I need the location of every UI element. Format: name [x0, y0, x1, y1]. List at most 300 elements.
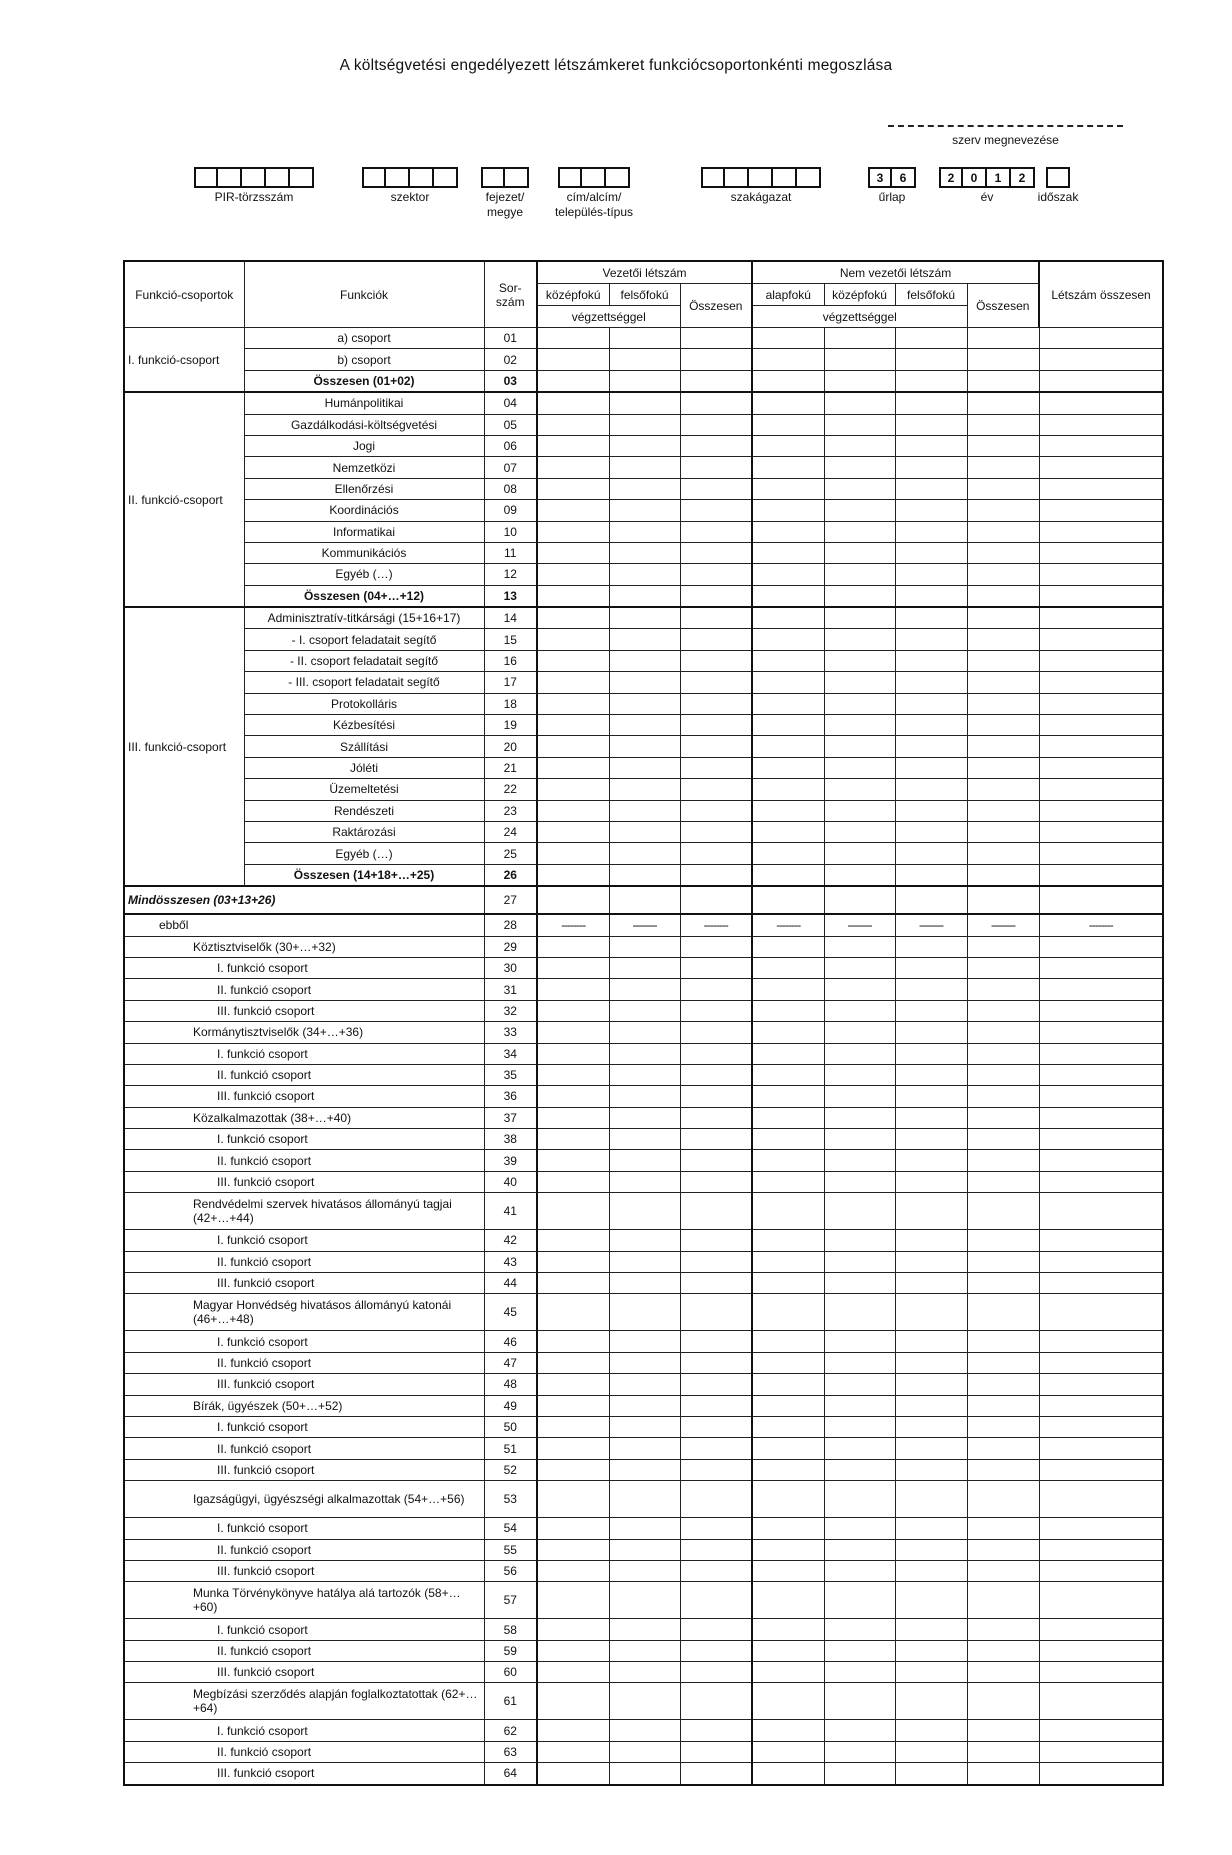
value-cell[interactable]: [895, 693, 967, 714]
value-cell[interactable]: [680, 392, 752, 414]
value-cell[interactable]: [752, 736, 824, 757]
value-cell[interactable]: [752, 1582, 824, 1619]
value-cell[interactable]: [1039, 435, 1163, 456]
value-cell[interactable]: [895, 1193, 967, 1230]
value-cell[interactable]: [537, 1022, 609, 1043]
value-cell[interactable]: [609, 585, 680, 607]
value-cell[interactable]: [824, 349, 895, 370]
value-cell[interactable]: [967, 757, 1039, 778]
value-cell[interactable]: [967, 864, 1039, 886]
value-cell[interactable]: [609, 1560, 680, 1581]
value-cell[interactable]: [824, 629, 895, 650]
value-cell[interactable]: [537, 457, 609, 478]
value-cell[interactable]: [895, 349, 967, 370]
value-cell[interactable]: [752, 542, 824, 563]
value-cell[interactable]: [824, 435, 895, 456]
value-cell[interactable]: [752, 715, 824, 736]
value-cell[interactable]: [609, 1251, 680, 1272]
value-cell[interactable]: [537, 1619, 609, 1640]
value-cell[interactable]: [895, 521, 967, 542]
value-cell[interactable]: [609, 1683, 680, 1720]
value-cell[interactable]: [967, 1438, 1039, 1459]
value-cell[interactable]: [895, 1352, 967, 1373]
value-cell[interactable]: [824, 757, 895, 778]
value-cell[interactable]: [752, 1294, 824, 1331]
value-cell[interactable]: [895, 1150, 967, 1171]
value-cell[interactable]: [967, 1741, 1039, 1762]
value-cell[interactable]: [680, 1481, 752, 1518]
value-cell[interactable]: [609, 629, 680, 650]
value-cell[interactable]: [680, 1683, 752, 1720]
value-cell[interactable]: [895, 757, 967, 778]
value-cell[interactable]: [752, 1251, 824, 1272]
value-cell[interactable]: [609, 757, 680, 778]
value-cell[interactable]: [1039, 521, 1163, 542]
value-cell[interactable]: [895, 1582, 967, 1619]
value-cell[interactable]: [824, 979, 895, 1000]
value-cell[interactable]: [752, 1064, 824, 1085]
value-cell[interactable]: [967, 629, 1039, 650]
value-cell[interactable]: [680, 864, 752, 886]
value-cell[interactable]: [752, 821, 824, 842]
value-cell[interactable]: [1039, 1352, 1163, 1373]
value-cell[interactable]: [609, 736, 680, 757]
value-cell[interactable]: [824, 693, 895, 714]
value-cell[interactable]: [895, 779, 967, 800]
value-cell[interactable]: [609, 1331, 680, 1352]
value-cell[interactable]: [752, 672, 824, 693]
value-cell[interactable]: [752, 1000, 824, 1021]
value-cell[interactable]: [752, 1539, 824, 1560]
value-cell[interactable]: [967, 1064, 1039, 1085]
value-cell[interactable]: [967, 1193, 1039, 1230]
value-cell[interactable]: [1039, 1107, 1163, 1128]
value-cell[interactable]: [680, 1171, 752, 1192]
value-cell[interactable]: [537, 1560, 609, 1581]
code-digit-box[interactable]: [725, 167, 749, 188]
value-cell[interactable]: [752, 1150, 824, 1171]
value-cell[interactable]: [824, 886, 895, 914]
value-cell[interactable]: [895, 672, 967, 693]
value-cell[interactable]: [967, 457, 1039, 478]
value-cell[interactable]: [824, 370, 895, 392]
value-cell[interactable]: [967, 936, 1039, 957]
code-digit-box[interactable]: [266, 167, 290, 188]
value-cell[interactable]: [680, 672, 752, 693]
value-cell[interactable]: [537, 1438, 609, 1459]
value-cell[interactable]: [1039, 414, 1163, 435]
value-cell[interactable]: [609, 1619, 680, 1640]
value-cell[interactable]: [537, 1763, 609, 1785]
value-cell[interactable]: [895, 979, 967, 1000]
value-cell[interactable]: [680, 607, 752, 629]
value-cell[interactable]: [1039, 1064, 1163, 1085]
value-cell[interactable]: [967, 1459, 1039, 1480]
value-cell[interactable]: [609, 457, 680, 478]
value-cell[interactable]: [609, 1416, 680, 1437]
value-cell[interactable]: [967, 1416, 1039, 1437]
value-cell[interactable]: [895, 328, 967, 349]
value-cell[interactable]: [967, 1619, 1039, 1640]
value-cell[interactable]: [967, 1640, 1039, 1661]
value-cell[interactable]: [680, 370, 752, 392]
code-digit-box[interactable]: [701, 167, 725, 188]
value-cell[interactable]: [824, 1395, 895, 1416]
value-cell[interactable]: [1039, 650, 1163, 671]
value-cell[interactable]: [1039, 607, 1163, 629]
value-cell[interactable]: [967, 1230, 1039, 1251]
value-cell[interactable]: [752, 979, 824, 1000]
value-cell[interactable]: [680, 1662, 752, 1683]
value-cell[interactable]: [824, 1230, 895, 1251]
value-cell[interactable]: [609, 349, 680, 370]
value-cell[interactable]: [1039, 736, 1163, 757]
value-cell[interactable]: [967, 1763, 1039, 1785]
value-cell[interactable]: [1039, 542, 1163, 563]
value-cell[interactable]: [680, 979, 752, 1000]
value-cell[interactable]: [967, 328, 1039, 349]
value-cell[interactable]: [895, 1619, 967, 1640]
value-cell[interactable]: [609, 1374, 680, 1395]
value-cell[interactable]: [824, 957, 895, 978]
value-cell[interactable]: [824, 1560, 895, 1581]
value-cell[interactable]: [752, 328, 824, 349]
value-cell[interactable]: [609, 542, 680, 563]
value-cell[interactable]: [609, 370, 680, 392]
value-cell[interactable]: [752, 1416, 824, 1437]
value-cell[interactable]: [1039, 564, 1163, 585]
value-cell[interactable]: [680, 1331, 752, 1352]
value-cell[interactable]: [824, 500, 895, 521]
value-cell[interactable]: [1039, 957, 1163, 978]
value-cell[interactable]: [537, 957, 609, 978]
value-cell[interactable]: [895, 1560, 967, 1581]
value-cell[interactable]: [824, 650, 895, 671]
value-cell[interactable]: [537, 1416, 609, 1437]
value-cell[interactable]: [752, 1640, 824, 1661]
value-cell[interactable]: [967, 650, 1039, 671]
value-cell[interactable]: [895, 392, 967, 414]
value-cell[interactable]: [1039, 672, 1163, 693]
value-cell[interactable]: [967, 1518, 1039, 1539]
value-cell[interactable]: [752, 370, 824, 392]
value-cell[interactable]: [609, 1230, 680, 1251]
value-cell[interactable]: [895, 1230, 967, 1251]
value-cell[interactable]: [895, 1294, 967, 1331]
value-cell[interactable]: [895, 414, 967, 435]
value-cell[interactable]: [680, 1294, 752, 1331]
value-cell[interactable]: [537, 1086, 609, 1107]
value-cell[interactable]: [967, 1662, 1039, 1683]
value-cell[interactable]: [609, 886, 680, 914]
value-cell[interactable]: [967, 800, 1039, 821]
value-cell[interactable]: [537, 478, 609, 499]
value-cell[interactable]: [752, 392, 824, 414]
value-cell[interactable]: [824, 1331, 895, 1352]
value-cell[interactable]: [537, 1459, 609, 1480]
value-cell[interactable]: [824, 1352, 895, 1373]
value-cell[interactable]: [895, 1416, 967, 1437]
value-cell[interactable]: [609, 392, 680, 414]
value-cell[interactable]: [967, 478, 1039, 499]
value-cell[interactable]: [537, 779, 609, 800]
value-cell[interactable]: [752, 1481, 824, 1518]
value-cell[interactable]: [967, 843, 1039, 864]
value-cell[interactable]: [824, 1374, 895, 1395]
value-cell[interactable]: [752, 1374, 824, 1395]
value-cell[interactable]: [752, 1273, 824, 1294]
value-cell[interactable]: [895, 821, 967, 842]
value-cell[interactable]: [967, 1374, 1039, 1395]
value-cell[interactable]: [537, 650, 609, 671]
value-cell[interactable]: [537, 542, 609, 563]
value-cell[interactable]: [680, 1086, 752, 1107]
value-cell[interactable]: [609, 979, 680, 1000]
value-cell[interactable]: [967, 1331, 1039, 1352]
value-cell[interactable]: [609, 607, 680, 629]
value-cell[interactable]: [824, 936, 895, 957]
value-cell[interactable]: [609, 1171, 680, 1192]
value-cell[interactable]: [537, 1539, 609, 1560]
value-cell[interactable]: [824, 1741, 895, 1762]
code-digit-box[interactable]: [290, 167, 314, 188]
value-cell[interactable]: [609, 1150, 680, 1171]
value-cell[interactable]: [609, 1043, 680, 1064]
value-cell[interactable]: [895, 1662, 967, 1683]
value-cell[interactable]: [680, 886, 752, 914]
value-cell[interactable]: [895, 1331, 967, 1352]
value-cell[interactable]: [537, 1741, 609, 1762]
value-cell[interactable]: [895, 1518, 967, 1539]
value-cell[interactable]: [967, 1129, 1039, 1150]
value-cell[interactable]: [967, 521, 1039, 542]
value-cell[interactable]: [824, 414, 895, 435]
value-cell[interactable]: [967, 500, 1039, 521]
value-cell[interactable]: [967, 349, 1039, 370]
code-digit-box[interactable]: 2: [1011, 167, 1035, 188]
value-cell[interactable]: [752, 936, 824, 957]
value-cell[interactable]: [824, 1662, 895, 1683]
value-cell[interactable]: [1039, 936, 1163, 957]
value-cell[interactable]: [680, 1230, 752, 1251]
value-cell[interactable]: [824, 607, 895, 629]
value-cell[interactable]: [609, 1741, 680, 1762]
value-cell[interactable]: [609, 1129, 680, 1150]
value-cell[interactable]: [609, 564, 680, 585]
value-cell[interactable]: [752, 1560, 824, 1581]
value-cell[interactable]: [895, 1539, 967, 1560]
value-cell[interactable]: [537, 736, 609, 757]
value-cell[interactable]: [895, 1395, 967, 1416]
value-cell[interactable]: [680, 1560, 752, 1581]
value-cell[interactable]: [680, 1395, 752, 1416]
value-cell[interactable]: [609, 1064, 680, 1085]
value-cell[interactable]: [1039, 1193, 1163, 1230]
value-cell[interactable]: [1039, 979, 1163, 1000]
value-cell[interactable]: [537, 1129, 609, 1150]
value-cell[interactable]: [680, 629, 752, 650]
value-cell[interactable]: [752, 779, 824, 800]
value-cell[interactable]: [537, 715, 609, 736]
value-cell[interactable]: [680, 1064, 752, 1085]
value-cell[interactable]: [824, 1619, 895, 1640]
value-cell[interactable]: [1039, 370, 1163, 392]
value-cell[interactable]: [824, 478, 895, 499]
value-cell[interactable]: [967, 1720, 1039, 1741]
value-cell[interactable]: [895, 936, 967, 957]
value-cell[interactable]: [537, 1640, 609, 1661]
value-cell[interactable]: [967, 693, 1039, 714]
value-cell[interactable]: [967, 1560, 1039, 1581]
value-cell[interactable]: [895, 457, 967, 478]
value-cell[interactable]: [895, 1273, 967, 1294]
code-digit-box[interactable]: [606, 167, 630, 188]
value-cell[interactable]: [609, 328, 680, 349]
value-cell[interactable]: [680, 564, 752, 585]
value-cell[interactable]: [1039, 779, 1163, 800]
value-cell[interactable]: [1039, 800, 1163, 821]
value-cell[interactable]: [680, 500, 752, 521]
value-cell[interactable]: [680, 1273, 752, 1294]
value-cell[interactable]: [752, 650, 824, 671]
value-cell[interactable]: [537, 693, 609, 714]
value-cell[interactable]: [895, 1741, 967, 1762]
value-cell[interactable]: [609, 843, 680, 864]
value-cell[interactable]: [752, 843, 824, 864]
value-cell[interactable]: [1039, 1171, 1163, 1192]
value-cell[interactable]: [752, 1395, 824, 1416]
value-cell[interactable]: [895, 886, 967, 914]
value-cell[interactable]: [609, 936, 680, 957]
value-cell[interactable]: [752, 693, 824, 714]
value-cell[interactable]: [752, 1107, 824, 1128]
value-cell[interactable]: [609, 672, 680, 693]
value-cell[interactable]: [537, 1294, 609, 1331]
value-cell[interactable]: [895, 370, 967, 392]
value-cell[interactable]: [680, 1459, 752, 1480]
value-cell[interactable]: [537, 1720, 609, 1741]
value-cell[interactable]: [537, 672, 609, 693]
value-cell[interactable]: [752, 435, 824, 456]
value-cell[interactable]: [752, 1438, 824, 1459]
value-cell[interactable]: [609, 779, 680, 800]
value-cell[interactable]: [537, 564, 609, 585]
value-cell[interactable]: [680, 757, 752, 778]
value-cell[interactable]: [609, 957, 680, 978]
value-cell[interactable]: [895, 1459, 967, 1480]
value-cell[interactable]: [824, 1683, 895, 1720]
value-cell[interactable]: [967, 821, 1039, 842]
value-cell[interactable]: [824, 800, 895, 821]
value-cell[interactable]: [967, 1022, 1039, 1043]
value-cell[interactable]: [1039, 1438, 1163, 1459]
value-cell[interactable]: [752, 1763, 824, 1785]
value-cell[interactable]: [752, 1662, 824, 1683]
value-cell[interactable]: [824, 1518, 895, 1539]
value-cell[interactable]: [680, 1438, 752, 1459]
value-cell[interactable]: [752, 1129, 824, 1150]
value-cell[interactable]: [824, 564, 895, 585]
value-cell[interactable]: [1039, 757, 1163, 778]
value-cell[interactable]: [824, 1582, 895, 1619]
value-cell[interactable]: [537, 1150, 609, 1171]
value-cell[interactable]: [680, 1619, 752, 1640]
value-cell[interactable]: [680, 1518, 752, 1539]
value-cell[interactable]: [1039, 1662, 1163, 1683]
value-cell[interactable]: [537, 979, 609, 1000]
value-cell[interactable]: [1039, 1129, 1163, 1150]
value-cell[interactable]: [895, 957, 967, 978]
value-cell[interactable]: [824, 821, 895, 842]
value-cell[interactable]: [967, 607, 1039, 629]
value-cell[interactable]: [680, 936, 752, 957]
value-cell[interactable]: [537, 349, 609, 370]
value-cell[interactable]: [752, 629, 824, 650]
value-cell[interactable]: [680, 542, 752, 563]
value-cell[interactable]: [967, 1251, 1039, 1272]
value-cell[interactable]: [967, 1481, 1039, 1518]
value-cell[interactable]: [680, 521, 752, 542]
value-cell[interactable]: [752, 886, 824, 914]
code-digit-box[interactable]: [481, 167, 505, 188]
value-cell[interactable]: [537, 607, 609, 629]
value-cell[interactable]: [752, 1683, 824, 1720]
value-cell[interactable]: [609, 1518, 680, 1539]
value-cell[interactable]: [680, 478, 752, 499]
value-cell[interactable]: [752, 585, 824, 607]
value-cell[interactable]: [824, 1064, 895, 1085]
value-cell[interactable]: [680, 435, 752, 456]
value-cell[interactable]: [824, 736, 895, 757]
value-cell[interactable]: [824, 392, 895, 414]
value-cell[interactable]: [680, 328, 752, 349]
value-cell[interactable]: [1039, 886, 1163, 914]
code-digit-box[interactable]: 0: [963, 167, 987, 188]
code-digit-box[interactable]: [582, 167, 606, 188]
value-cell[interactable]: [609, 1000, 680, 1021]
value-cell[interactable]: [609, 1539, 680, 1560]
value-cell[interactable]: [1039, 1251, 1163, 1272]
code-digit-box[interactable]: 2: [939, 167, 963, 188]
value-cell[interactable]: [895, 629, 967, 650]
value-cell[interactable]: [1039, 1481, 1163, 1518]
value-cell[interactable]: [824, 1640, 895, 1661]
value-cell[interactable]: [537, 1193, 609, 1230]
value-cell[interactable]: [967, 957, 1039, 978]
value-cell[interactable]: [752, 478, 824, 499]
value-cell[interactable]: [895, 1763, 967, 1785]
code-digit-box[interactable]: [1046, 167, 1070, 188]
value-cell[interactable]: [537, 1395, 609, 1416]
value-cell[interactable]: [824, 1481, 895, 1518]
value-cell[interactable]: [967, 542, 1039, 563]
value-cell[interactable]: [1039, 500, 1163, 521]
value-cell[interactable]: [1039, 843, 1163, 864]
value-cell[interactable]: [1039, 585, 1163, 607]
value-cell[interactable]: [895, 1171, 967, 1192]
value-cell[interactable]: [824, 1416, 895, 1437]
value-cell[interactable]: [824, 1251, 895, 1272]
value-cell[interactable]: [752, 1043, 824, 1064]
value-cell[interactable]: [537, 585, 609, 607]
value-cell[interactable]: [1039, 1294, 1163, 1331]
value-cell[interactable]: [537, 328, 609, 349]
value-cell[interactable]: [537, 370, 609, 392]
value-cell[interactable]: [680, 715, 752, 736]
value-cell[interactable]: [967, 370, 1039, 392]
value-cell[interactable]: [1039, 693, 1163, 714]
value-cell[interactable]: [752, 607, 824, 629]
